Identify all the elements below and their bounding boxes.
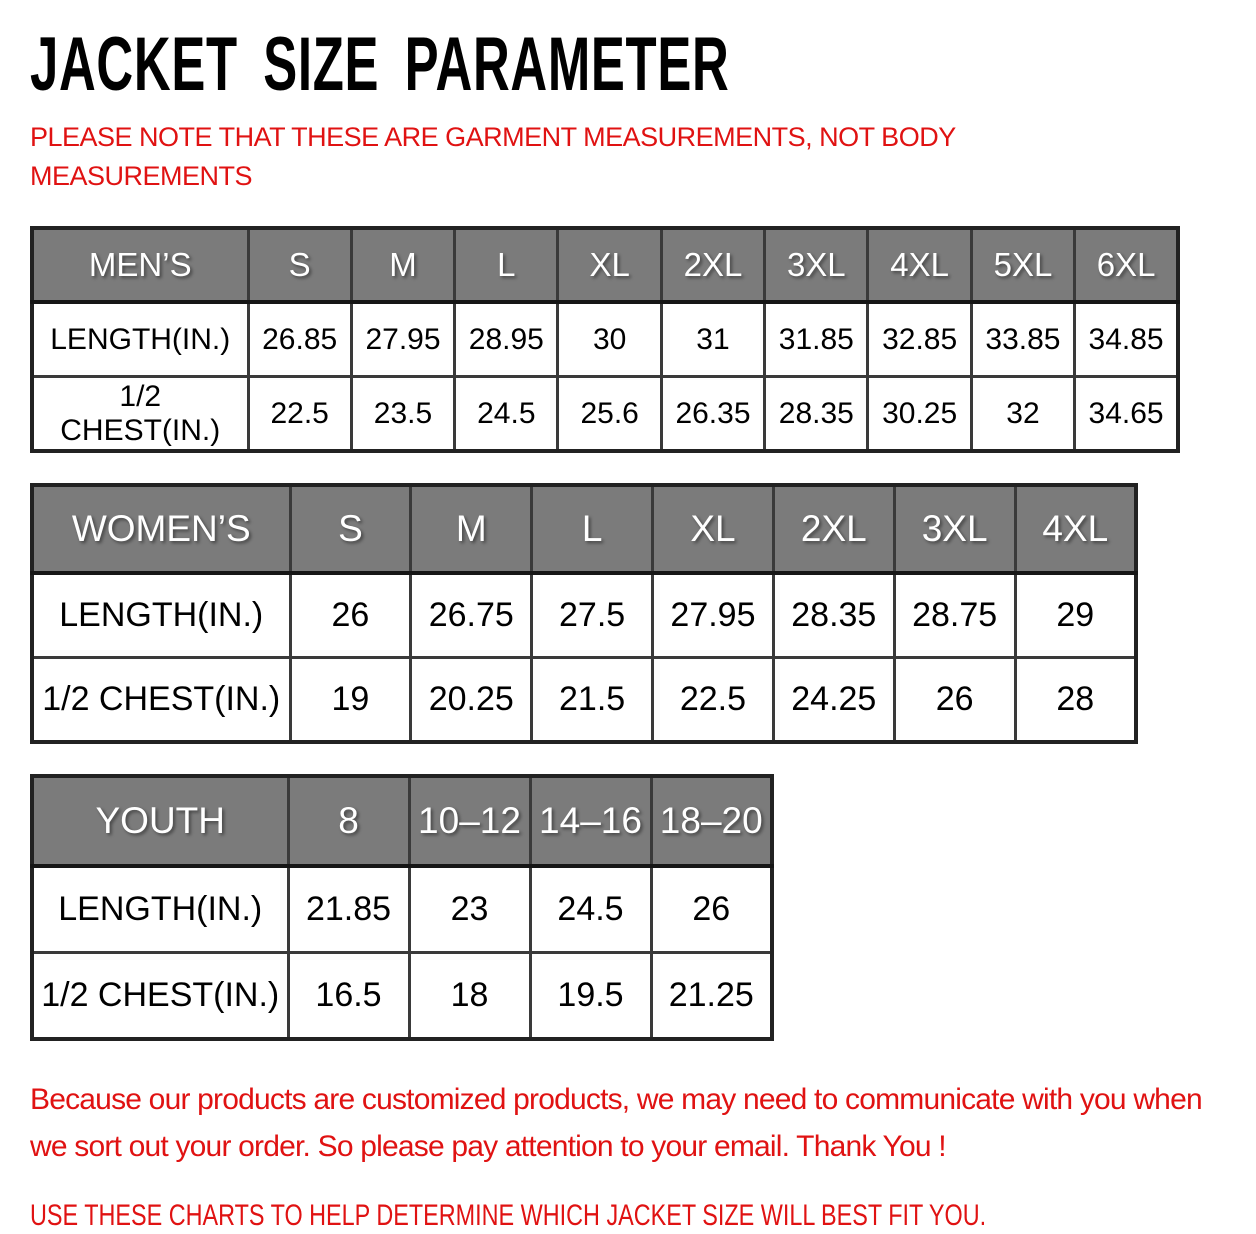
value-cell: 28.75 (894, 573, 1015, 658)
womens-header-row (32, 485, 1136, 573)
table-row (32, 302, 1178, 377)
value-cell: 22.5 (653, 658, 774, 743)
mens-table-title-cell: MEN’S (32, 228, 248, 302)
mens-size-table (30, 226, 1180, 453)
value-cell: 24.5 (530, 866, 651, 953)
value-cell: 29 (1015, 573, 1136, 658)
size-header-cell: XL (558, 228, 661, 302)
size-header-cell: 2XL (773, 485, 894, 573)
garment-measurement-note: PLEASE NOTE THAT THESE ARE GARMENT MEASUREMENTS, NOT BODY MEASUREMENTS (30, 122, 956, 192)
value-cell: 30 (558, 302, 661, 377)
value-cell: 23 (409, 866, 530, 953)
womens-table-title-cell: WOMEN’S (32, 485, 290, 573)
value-cell: 21.5 (532, 658, 653, 743)
value-cell: 33.85 (971, 302, 1074, 377)
row-label-cell: 1/2 CHEST(IN.) (32, 377, 248, 452)
value-cell: 28.35 (773, 573, 894, 658)
value-cell: 16.5 (288, 953, 409, 1040)
womens-size-table (30, 483, 1138, 744)
value-cell: 23.5 (351, 377, 454, 452)
size-header-cell: 8 (288, 776, 409, 866)
value-cell: 31 (661, 302, 764, 377)
youth-header-row (32, 776, 772, 866)
row-label-cell: LENGTH(IN.) (32, 302, 248, 377)
value-cell: 28.95 (455, 302, 558, 377)
value-cell: 22.5 (248, 377, 351, 452)
table-row (32, 866, 772, 953)
row-label-cell: LENGTH(IN.) (32, 866, 288, 953)
size-header-cell: M (411, 485, 532, 573)
size-header-cell: M (351, 228, 454, 302)
size-header-cell: 14–16 (530, 776, 651, 866)
value-cell: 20.25 (411, 658, 532, 743)
youth-size-table (30, 774, 774, 1041)
value-cell: 30.25 (868, 377, 971, 452)
size-header-cell: 6XL (1075, 228, 1178, 302)
size-header-cell: S (248, 228, 351, 302)
value-cell: 34.85 (1075, 302, 1178, 377)
value-cell: 18 (409, 953, 530, 1040)
value-cell: 21.25 (651, 953, 772, 1040)
table-row (32, 573, 1136, 658)
size-header-cell: 3XL (765, 228, 868, 302)
customization-notice: Because our products are customized products, we may need to communicate with you when we sort out your order. So please pay attention to your email. Thank You ! (30, 1083, 1202, 1163)
size-header-cell: XL (653, 485, 774, 573)
table-row (32, 377, 1178, 452)
youth-table-title-cell: YOUTH (32, 776, 288, 866)
value-cell: 19.5 (530, 953, 651, 1040)
size-header-cell: 4XL (868, 228, 971, 302)
value-cell: 19 (290, 658, 411, 743)
value-cell: 25.6 (558, 377, 661, 452)
value-cell: 26 (651, 866, 772, 953)
size-header-cell: 18–20 (651, 776, 772, 866)
size-header-cell: L (532, 485, 653, 573)
value-cell: 28.35 (765, 377, 868, 452)
value-cell: 26.75 (411, 573, 532, 658)
row-label-cell: 1/2 CHEST(IN.) (32, 658, 290, 743)
size-header-cell: L (455, 228, 558, 302)
size-header-cell: 2XL (661, 228, 764, 302)
value-cell: 32.85 (868, 302, 971, 377)
value-cell: 24.25 (773, 658, 894, 743)
size-header-cell: S (290, 485, 411, 573)
value-cell: 24.5 (455, 377, 558, 452)
value-cell: 21.85 (288, 866, 409, 953)
mens-header-row (32, 228, 1178, 302)
page-title (30, 22, 1180, 107)
table-row (32, 658, 1136, 743)
row-label-cell: LENGTH(IN.) (32, 573, 290, 658)
page-title-text: JACKET SIZE PARAMETER (30, 22, 730, 107)
chart-usage-tip-text: USE THESE CHARTS TO HELP DETERMINE WHICH JACKET SIZE WILL BEST FIT YOU. (30, 1199, 987, 1233)
table-row (32, 953, 772, 1040)
size-header-cell: 3XL (894, 485, 1015, 573)
value-cell: 26 (894, 658, 1015, 743)
value-cell: 26 (290, 573, 411, 658)
value-cell: 26.85 (248, 302, 351, 377)
value-cell: 27.5 (532, 573, 653, 658)
value-cell: 31.85 (765, 302, 868, 377)
value-cell: 26.35 (661, 377, 764, 452)
value-cell: 27.95 (653, 573, 774, 658)
row-label-cell: 1/2 CHEST(IN.) (32, 953, 288, 1040)
value-cell: 34.65 (1075, 377, 1178, 452)
size-header-cell: 4XL (1015, 485, 1136, 573)
value-cell: 32 (971, 377, 1074, 452)
value-cell: 28 (1015, 658, 1136, 743)
value-cell: 27.95 (351, 302, 454, 377)
chart-usage-tip (30, 1198, 1180, 1234)
size-header-cell: 10–12 (409, 776, 530, 866)
size-header-cell: 5XL (971, 228, 1074, 302)
